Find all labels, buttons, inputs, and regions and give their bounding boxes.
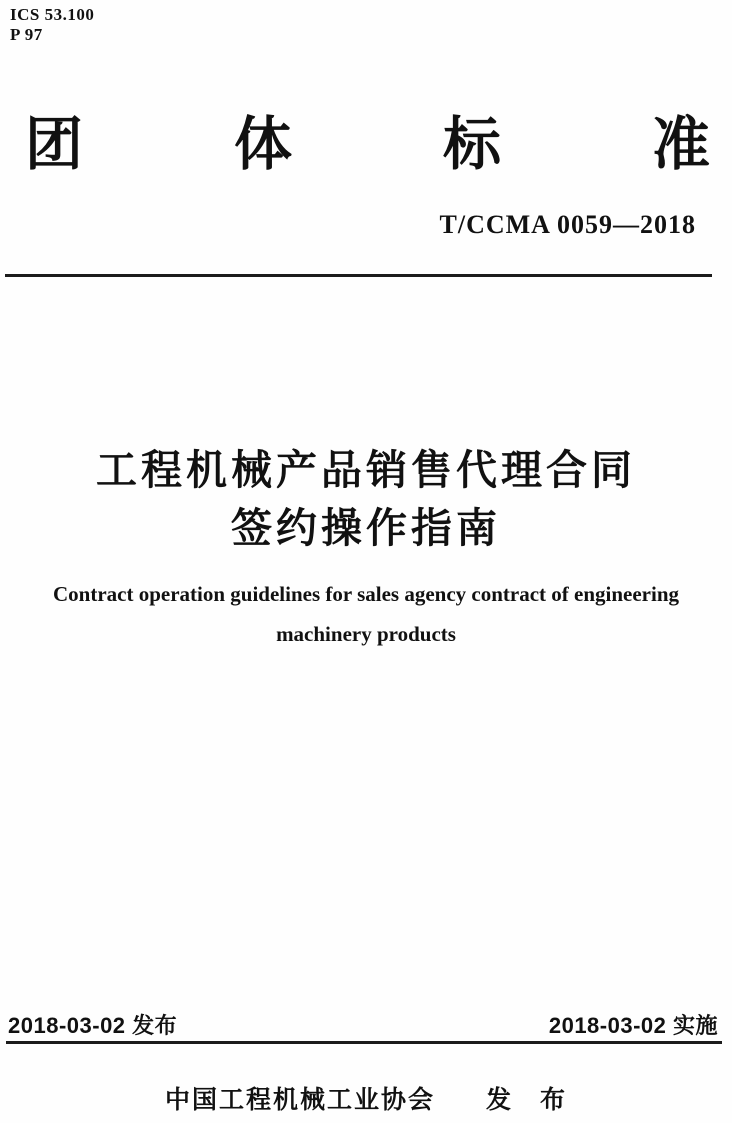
dates-row [8,1009,718,1040]
top-divider [5,274,712,277]
publisher-name: 中国工程机械工业协会 [165,1086,436,1114]
title-line-2: 签约操作指南 [231,505,501,551]
issue-date: 2018-03-02 发布 [8,1013,178,1038]
p-classification-code: P 97 [10,25,43,44]
standard-type-title [25,112,710,177]
title-line-1: 工程机械产品销售代理合同 [96,447,636,493]
english-title-line-2: machinery products [276,622,456,646]
standard-type-char: 标 [442,112,501,177]
standard-type-char: 体 [233,112,292,177]
document-title [0,441,732,557]
standard-number: T/CCMA 0059—2018 [439,210,696,239]
english-title-line-1: Contract operation guidelines for sales agency contract of engineering [52,582,680,606]
ics-code: ICS 53.100 [10,5,95,24]
publish-label: 发 布 [485,1086,567,1114]
bottom-divider [6,1041,722,1044]
standard-type-char: 团 [25,112,84,177]
publisher-line [0,1080,732,1116]
standard-type-char: 准 [651,112,710,177]
implementation-date: 2018-03-02 实施 [548,1013,718,1038]
english-title [30,574,702,654]
ics-block [10,5,94,45]
